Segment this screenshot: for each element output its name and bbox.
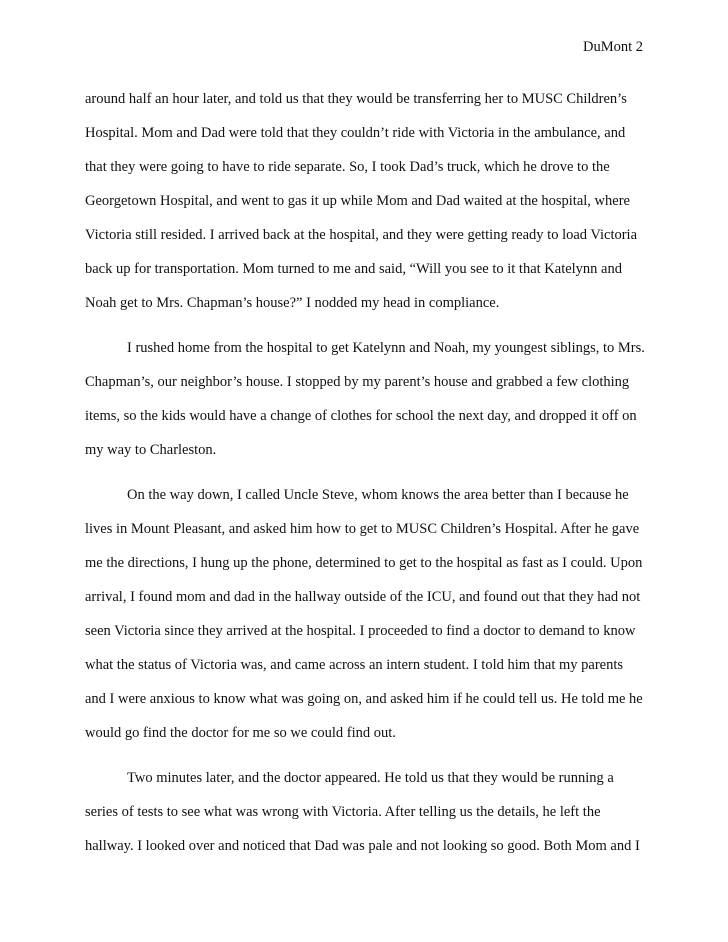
text-line: and I were anxious to know what was going on, and asked him if he could tell us. He told me he	[85, 691, 643, 707]
paragraph-first-line: I rushed home from the hospital to get Katelynn and Noah, my youngest siblings, to Mrs.	[127, 340, 645, 356]
text-line: arrival, I found mom and dad in the hallway outside of the ICU, and found out that they had not	[85, 589, 641, 605]
text-line: Victoria still resided. I arrived back at the hospital, and they were getting ready to load Victoria	[85, 227, 638, 243]
text-line: lives in Mount Pleasant, and asked him how to get to MUSC Children’s Hospital. After he gave	[85, 521, 640, 537]
paragraph-first-line: Two minutes later, and the doctor appeared. He told us that they would be running a	[127, 770, 614, 786]
text-line: what the status of Victoria was, and came across an intern student. I told him that my parents	[85, 657, 624, 673]
text-line: Hospital. Mom and Dad were told that they couldn’t ride with Victoria in the ambulance, and	[85, 125, 626, 141]
text-line: seen Victoria since they arrived at the hospital. I proceeded to find a doctor to demand to know	[85, 623, 636, 639]
text-line: Georgetown Hospital, and went to gas it up while Mom and Dad waited at the hospital, where	[85, 193, 630, 209]
text-line: my way to Charleston.	[85, 442, 217, 458]
text-line: Noah get to Mrs. Chapman’s house?” I nodded my head in compliance.	[85, 295, 500, 311]
text-line: me the directions, I hung up the phone, determined to get to the hospital as fast as I could. Upon	[85, 555, 643, 571]
text-line: hallway. I looked over and noticed that Dad was pale and not looking so good. Both Mom and I	[85, 838, 640, 854]
text-line: that they were going to have to ride separate. So, I took Dad’s truck, which he drove to the	[85, 159, 610, 175]
text-line: items, so the kids would have a change of clothes for school the next day, and dropped it off on	[85, 408, 637, 424]
text-line: around half an hour later, and told us that they would be transferring her to MUSC Children’s	[85, 91, 627, 107]
running-head: DuMont 2	[582, 39, 643, 55]
text-line: back up for transportation. Mom turned to me and said, “Will you see to it that Katelynn and	[85, 261, 622, 277]
text-line: series of tests to see what was wrong with Victoria. After telling us the details, he left the	[85, 804, 601, 820]
text-line: would go find the doctor for me so we could find out.	[85, 725, 396, 741]
text-line: Chapman’s, our neighbor’s house. I stopped by my parent’s house and grabbed a few clothing	[85, 374, 630, 390]
paragraph-first-line: On the way down, I called Uncle Steve, whom knows the area better than I because he	[127, 487, 629, 503]
